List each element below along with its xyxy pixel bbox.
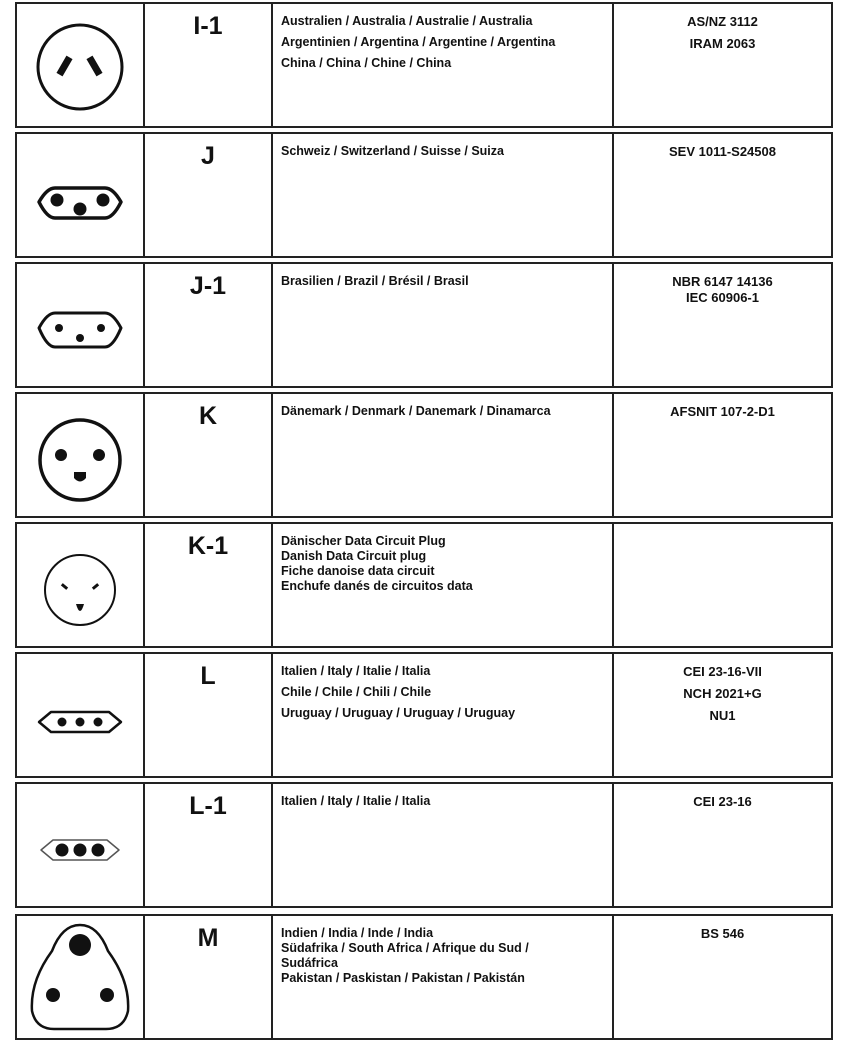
plug-type: J-1 xyxy=(145,264,273,386)
country-line: Italien / Italy / Italie / Italia xyxy=(281,664,431,678)
country-line: Uruguay / Uruguay / Uruguay / Uruguay xyxy=(281,706,516,720)
standard-line: CEI 23-16 xyxy=(693,794,752,809)
plug-type: M xyxy=(145,916,273,1038)
country-list xyxy=(273,4,614,126)
plug-type: K xyxy=(145,394,273,516)
country-line: Danish Data Circuit plug xyxy=(281,549,427,563)
standard-line: SEV 1011-S24508 xyxy=(669,144,776,159)
plug-j1-icon xyxy=(25,270,135,380)
table-row xyxy=(15,782,833,908)
country-line: Dänischer Data Circuit Plug xyxy=(281,534,446,548)
standard-list xyxy=(614,394,831,516)
standard-line: NU1 xyxy=(709,708,736,723)
standard-list xyxy=(614,654,831,776)
standard-list xyxy=(614,264,831,386)
country-line: Pakistan / Paskistan / Pakistan / Pakistán xyxy=(281,971,525,985)
plug-type: L-1 xyxy=(145,784,273,906)
plug-k-icon xyxy=(25,400,135,510)
table-row xyxy=(15,652,833,778)
plug-l-icon xyxy=(25,660,135,770)
country-line: China / China / Chine / China xyxy=(281,56,452,70)
standard-line: IEC 60906-1 xyxy=(686,290,759,305)
country-line: Sudáfrica xyxy=(281,956,338,970)
country-line: Schweiz / Switzerland / Suisse / Suiza xyxy=(281,144,504,158)
plug-j-icon xyxy=(25,140,135,250)
standard-line: AFSNIT 107-2-D1 xyxy=(670,404,775,419)
standard-line: BS 546 xyxy=(700,926,745,941)
standard-list xyxy=(614,4,831,126)
standard-list xyxy=(614,916,831,1038)
country-line: Chile / Chile / Chili / Chile xyxy=(281,685,432,699)
plug-m-icon xyxy=(20,915,140,1039)
standard-list xyxy=(614,524,831,646)
country-line: Südafrika / South Africa / Afrique du Sud / xyxy=(281,941,529,955)
plug-k1-icon xyxy=(25,530,135,640)
country-line: Fiche danoise data circuit xyxy=(281,564,435,578)
country-line: Brasilien / Brazil / Brésil / Brasil xyxy=(281,274,469,288)
plug-type: L xyxy=(145,654,273,776)
plug-type: I-1 xyxy=(145,4,273,126)
standard-line: AS/NZ 3112 xyxy=(687,14,758,29)
plug-l1-icon xyxy=(25,790,135,900)
country-list xyxy=(273,784,614,906)
country-line: Enchufe danés de circuitos data xyxy=(281,579,473,593)
country-list xyxy=(273,394,614,516)
plug-i1-icon xyxy=(25,10,135,120)
table-row xyxy=(15,392,833,518)
country-line: Argentinien / Argentina / Argentine / Argentina xyxy=(281,35,556,49)
country-list xyxy=(273,134,614,256)
standard-line: NBR 6147 14136 xyxy=(672,274,773,289)
country-list xyxy=(273,654,614,776)
country-line: Australien / Australia / Australie / Australia xyxy=(281,14,533,28)
table-row xyxy=(15,132,833,258)
table-row xyxy=(15,262,833,388)
country-list xyxy=(273,264,614,386)
table-row xyxy=(15,914,833,1040)
plug-type: K-1 xyxy=(145,524,273,646)
standard-line: CEI 23-16-VII xyxy=(683,664,762,679)
plug-type: J xyxy=(145,134,273,256)
table-row xyxy=(15,522,833,648)
country-line: Dänemark / Denmark / Danemark / Dinamarca xyxy=(281,404,551,418)
country-list xyxy=(273,916,614,1038)
standard-list xyxy=(614,784,831,906)
standard-list xyxy=(614,134,831,256)
country-line: Italien / Italy / Italie / Italia xyxy=(281,794,431,808)
table-row xyxy=(15,2,833,128)
standard-line: IRAM 2063 xyxy=(689,36,756,51)
country-list xyxy=(273,524,614,646)
standard-line: NCH 2021+G xyxy=(683,686,762,701)
country-line: Indien / India / Inde / India xyxy=(281,926,434,940)
